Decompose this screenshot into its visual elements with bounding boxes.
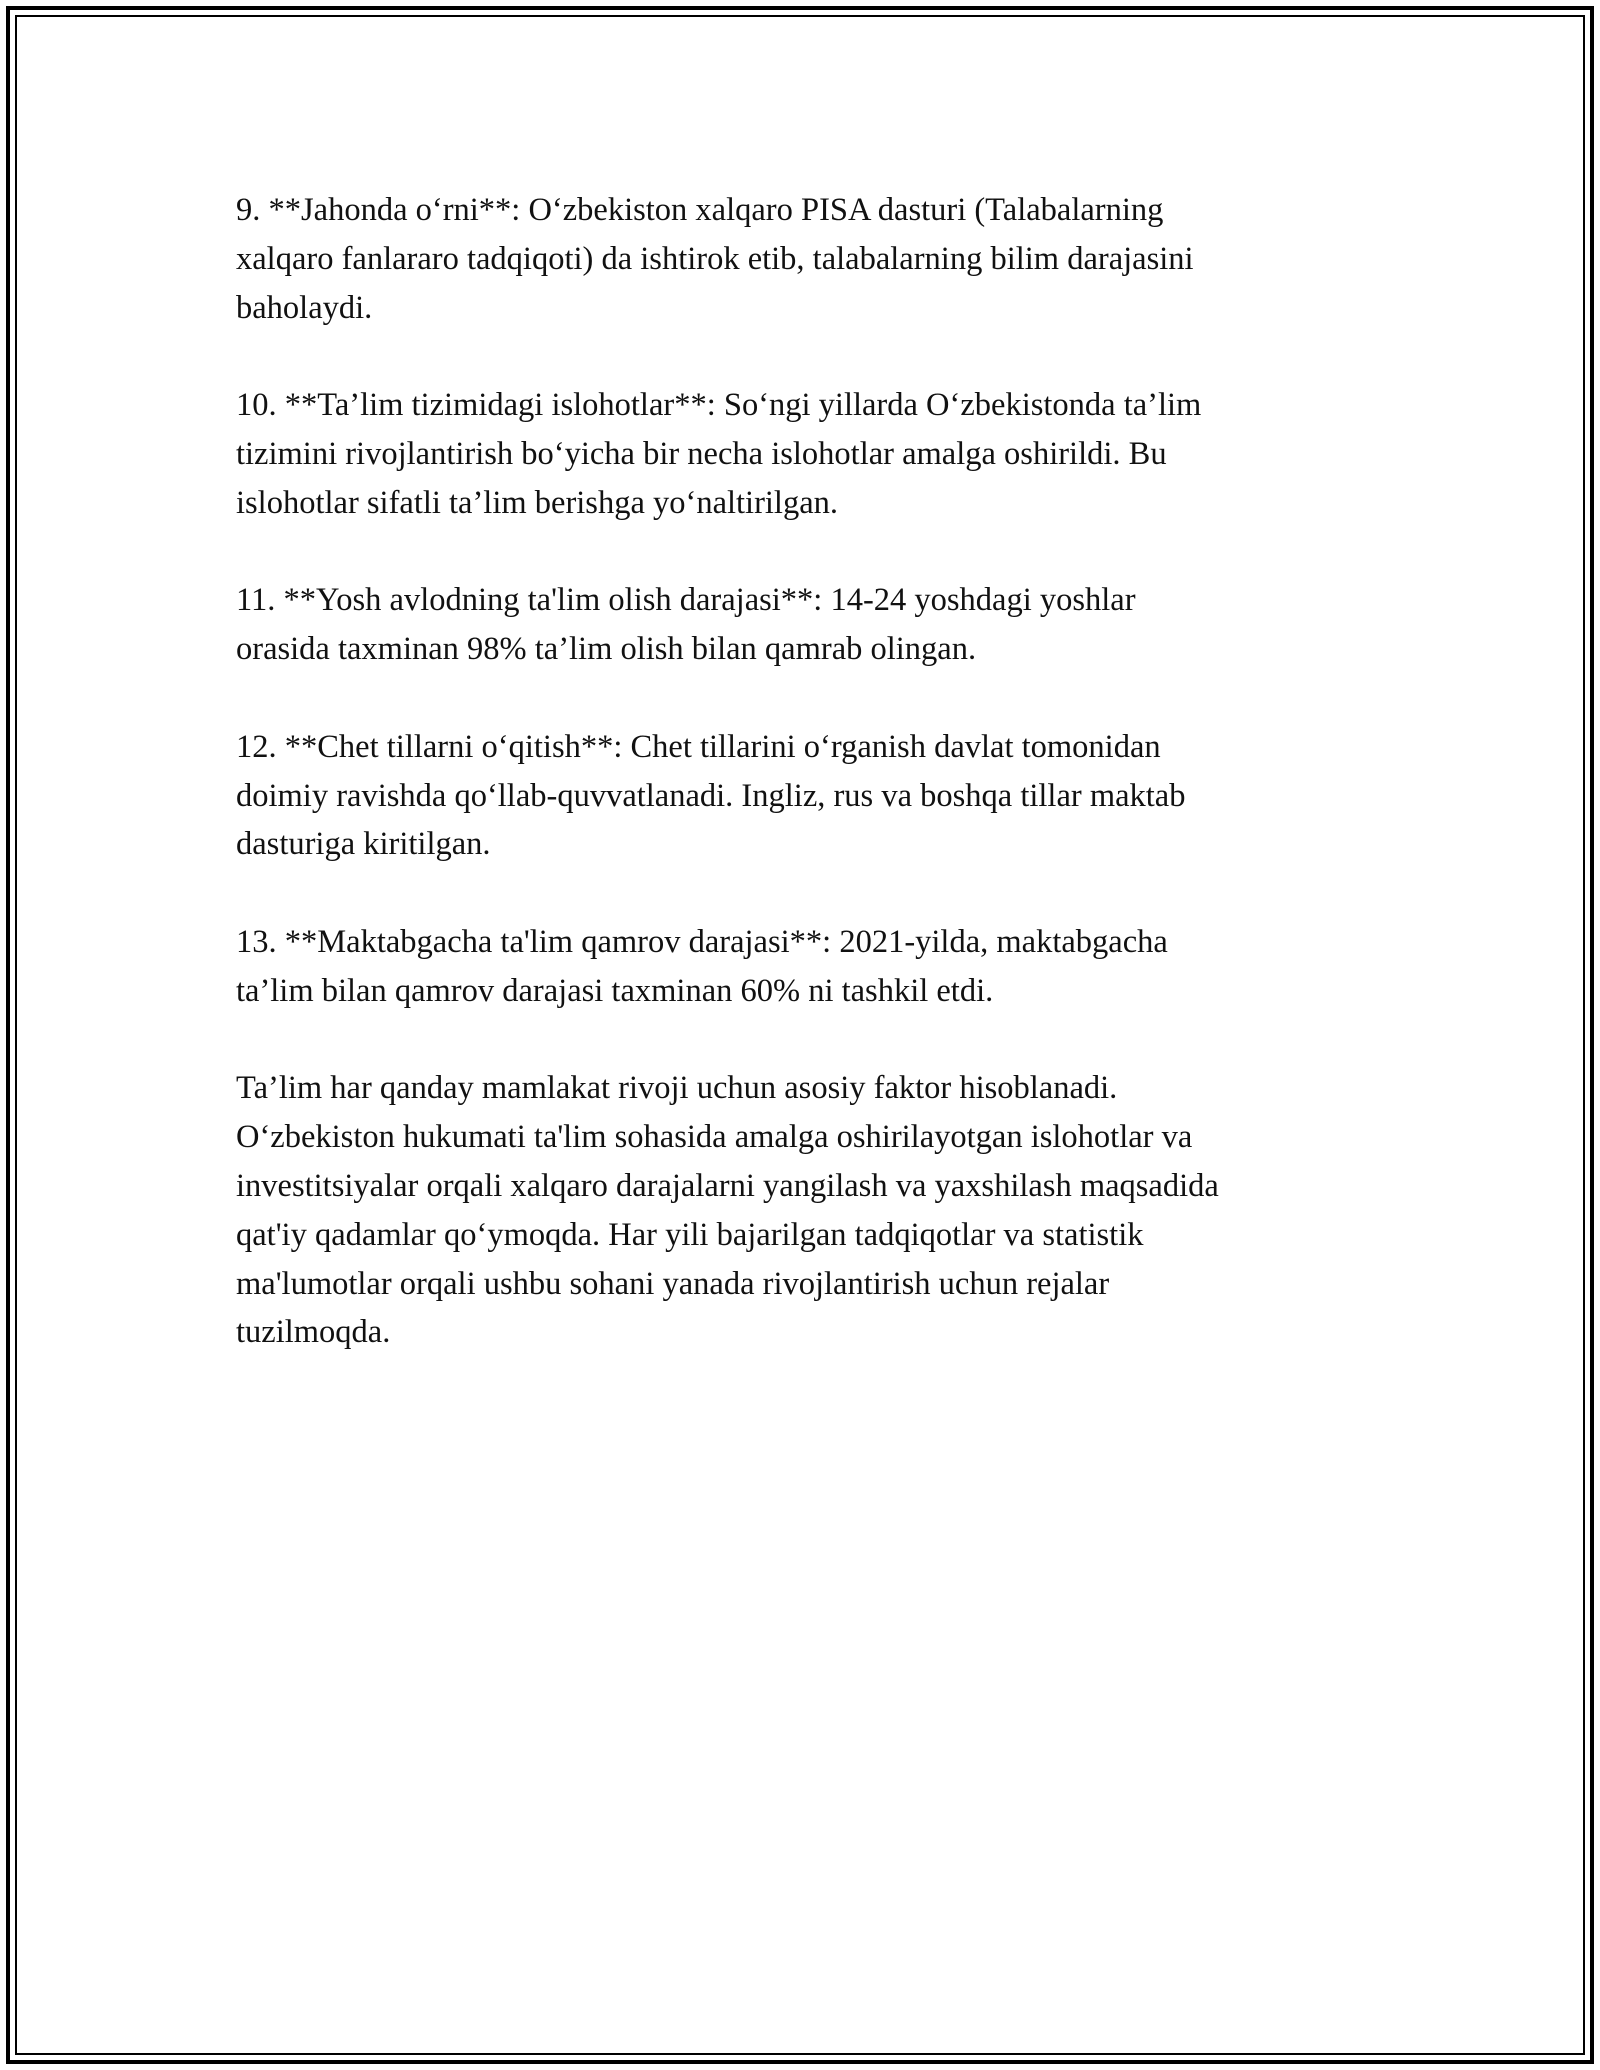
paragraph-item-13: 13. **Maktabgacha ta'lim qamrov darajasi**: 2021-yilda, maktabgacha ta’lim bilan qamrov darajasi taxminan 60% ni tashkil etdi. [236,923,1168,1009]
paragraph-conclusion: Ta’lim har qanday mamlakat rivoji uchun asosiy faktor hisoblanadi. O‘zbekiston hukumati ta'lim sohasida amalga oshirilayotgan islohotlar va investitsiyalar orqali xalqaro darajalarni yangilash va yaxshilash maqsadida qat'iy qadamlar qo‘ymoqda. Har yili bajarilgan tadqiqotlar va statistik ma'lumotlar orqali ushbu sohani yanada rivojlantirish uchun rejalar tuzilmoqda. [236,1070,1219,1351]
document-body [236,186,1364,1357]
paragraph-item-10: 10. **Ta’lim tizimidagi islohotlar**: So‘ngi yillarda O‘zbekistonda ta’lim tizimini rivojlantirish bo‘yicha bir necha islohotlar amalga oshirildi. Bu islohotlar sifatli ta’lim berishga yo‘naltirilgan. [236,387,1202,521]
paragraph-item-11: 11. **Yosh avlodning ta'lim olish darajasi**: 14-24 yoshdagi yoshlar orasida taxminan 98% ta’lim olish bilan qamrab olingan. [236,582,1136,668]
paragraph-item-9: 9. **Jahonda o‘rni**: O‘zbekiston xalqaro PISA dasturi (Talabalarning xalqaro fanlararo tadqiqoti) da ishtirok etib, talabalarning bilim darajasini baholaydi. [236,192,1194,326]
paragraph-item-12: 12. **Chet tillarni o‘qitish**: Chet tillarini o‘rganish davlat tomonidan doimiy ravishda qo‘llab-quvvatlanadi. Ingliz, rus va boshqa tillar maktab dasturiga kiritilgan. [236,728,1186,863]
